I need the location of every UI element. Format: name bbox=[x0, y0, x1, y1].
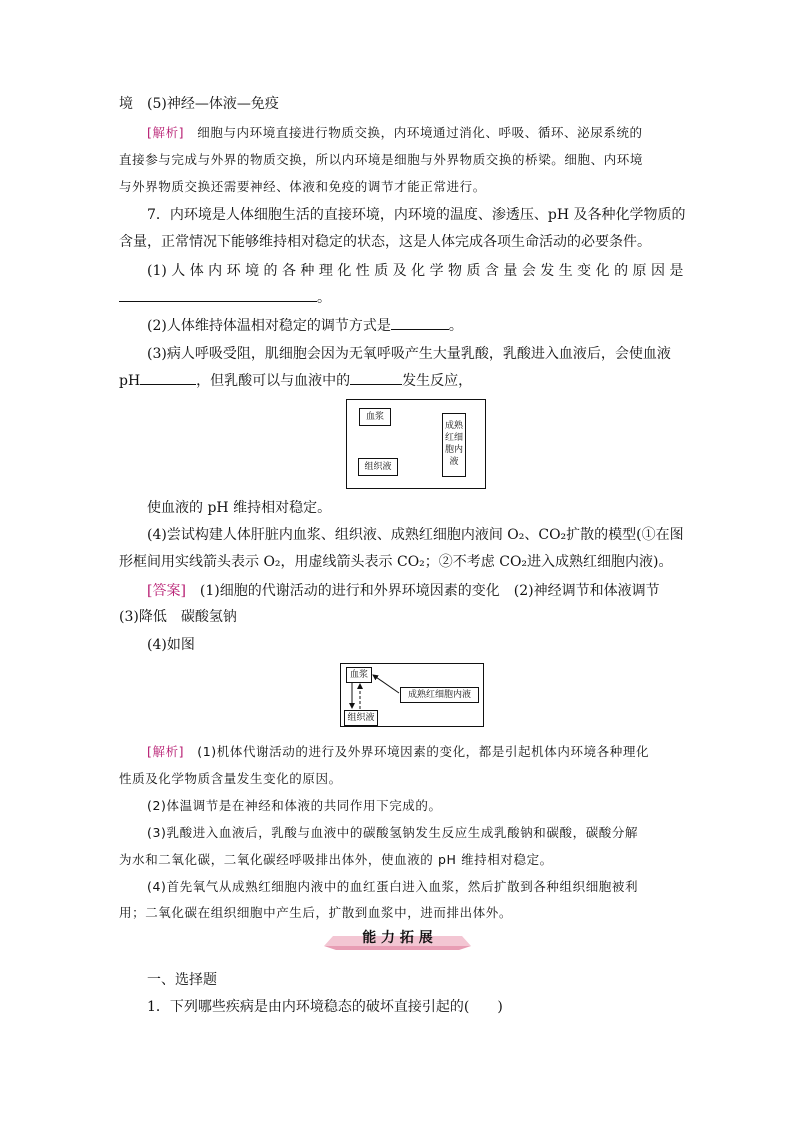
question-7-part-1: (1) 人 体 内 环 境 的 各 种 理 化 性 质 及 化 学 物 质 含 量 会 发 生 变 化 的 原 因 是 bbox=[147, 263, 684, 279]
question-7-part-3: (3)病人呼吸受阻，肌细胞会因为无氧呼吸产生大量乳酸，乳酸进入血液后，会使血液 bbox=[147, 346, 671, 362]
next-question: 1．下列哪些疾病是由内环境稳态的破坏直接引起的( ) bbox=[147, 999, 503, 1015]
answer-plasma-box: 血浆 bbox=[346, 667, 372, 683]
question-7-part-1-blank-line: 。 bbox=[119, 285, 675, 312]
question-7-part-3-line-3: 使血液的 pH 维持相对稳定。 bbox=[147, 500, 332, 516]
answer-line-3: (4)如图 bbox=[147, 637, 195, 653]
question-7-part-3-line-2: pH ，但乳酸可以与血液中的 发生反应， bbox=[119, 368, 675, 395]
answer-tissue-box: 组织液 bbox=[344, 710, 378, 726]
answer-tag: [答案] bbox=[147, 583, 186, 599]
diagram-arrows bbox=[340, 663, 482, 725]
answer-rbc-box: 成熟红细胞内液 bbox=[400, 687, 479, 703]
section-title: 能 力 拓 展 bbox=[362, 930, 433, 946]
analysis-line-2: 直接参与完成与外界的物质交换，所以内环境是细胞与外界物质交换的桥梁。细胞、内环境 bbox=[119, 152, 644, 167]
rbc-fluid-box: 成熟 红细 胞内 液 bbox=[442, 413, 466, 477]
analysis-2-paragraph-3: (3)乳酸进入血液后，乳酸与血液中的碳酸氢钠发生反应生成乳酸钠和碳酸，碳酸分解 bbox=[147, 825, 639, 840]
o2-arrow-rbc-to-plasma bbox=[373, 675, 399, 693]
analysis-tag: [解析] bbox=[147, 125, 185, 140]
subsection-heading: 一、选择题 bbox=[147, 972, 217, 988]
analysis-2-paragraph-4: (4)首先氧气从成熟红细胞内液中的血红蛋白进入血浆，然后扩散到各种组织细胞被利 bbox=[147, 879, 639, 894]
section-banner bbox=[320, 928, 475, 950]
answer-blank[interactable] bbox=[391, 314, 449, 330]
answer-paragraph: [答案] (1)细胞的代谢活动的进行和外界环境因素的变化 (2)神经调节和体液调节 bbox=[147, 583, 660, 599]
answer-blank[interactable] bbox=[350, 369, 402, 385]
analysis-2-line-7: 用；二氧化碳在组织细胞中产生后，扩散到血浆中，进而排出体外。 bbox=[119, 905, 513, 920]
analysis-2-line-5: 为水和二氧化碳，二氧化碳经呼吸排出体外，使血液的 pH 维持相对稳定。 bbox=[119, 852, 553, 867]
question-7-part-4-line-2: 形框间用实线箭头表示 O₂，用虚线箭头表示 CO₂；②不考虑 CO₂进入成熟红细胞内液)。 bbox=[119, 554, 673, 570]
question-7-part-4: (4)尝试构建人体肝脏内血浆、组织液、成熟红细胞内液间 O₂、CO₂扩散的模型(①在图 bbox=[147, 527, 684, 543]
question-7-stem-2: 含量，正常情况下能够维持相对稳定的状态，这是人体完成各项生命活动的必要条件。 bbox=[119, 234, 651, 250]
tissue-fluid-box: 组织液 bbox=[358, 458, 398, 476]
answer-line-2: (3)降低 碳酸氢钠 bbox=[119, 609, 237, 625]
analysis-paragraph-1: [解析] 细胞与内环境直接进行物质交换，内环境通过消化、呼吸、循环、泌尿系统的 bbox=[147, 125, 643, 140]
plasma-box: 血浆 bbox=[359, 408, 391, 426]
analysis-tag: [解析] bbox=[147, 744, 185, 759]
analysis-2-paragraph-1: [解析] (1)机体代谢活动的进行及外界环境因素的变化，都是引起机体内环境各种理化 bbox=[147, 744, 650, 759]
answer-blank[interactable] bbox=[140, 369, 196, 385]
answer-blank[interactable] bbox=[119, 286, 317, 302]
analysis-2-paragraph-2: (2)体温调节是在神经和体液的共同作用下完成的。 bbox=[147, 798, 442, 813]
analysis-2-line-2: 性质及化学物质含量发生变化的原因。 bbox=[119, 771, 342, 786]
question-7-stem: 7．内环境是人体细胞生活的直接环境，内环境的温度、渗透压、pH 及各种化学物质的 bbox=[147, 207, 686, 223]
analysis-line-3: 与外界物质交换还需要神经、体液和免疫的调节才能正常进行。 bbox=[119, 179, 486, 194]
question-7-part-2: (2)人体维持体温相对稳定的调节方式是 。 bbox=[147, 313, 703, 340]
answer-line-tail: 境 (5)神经—体液—免疫 bbox=[119, 96, 279, 112]
